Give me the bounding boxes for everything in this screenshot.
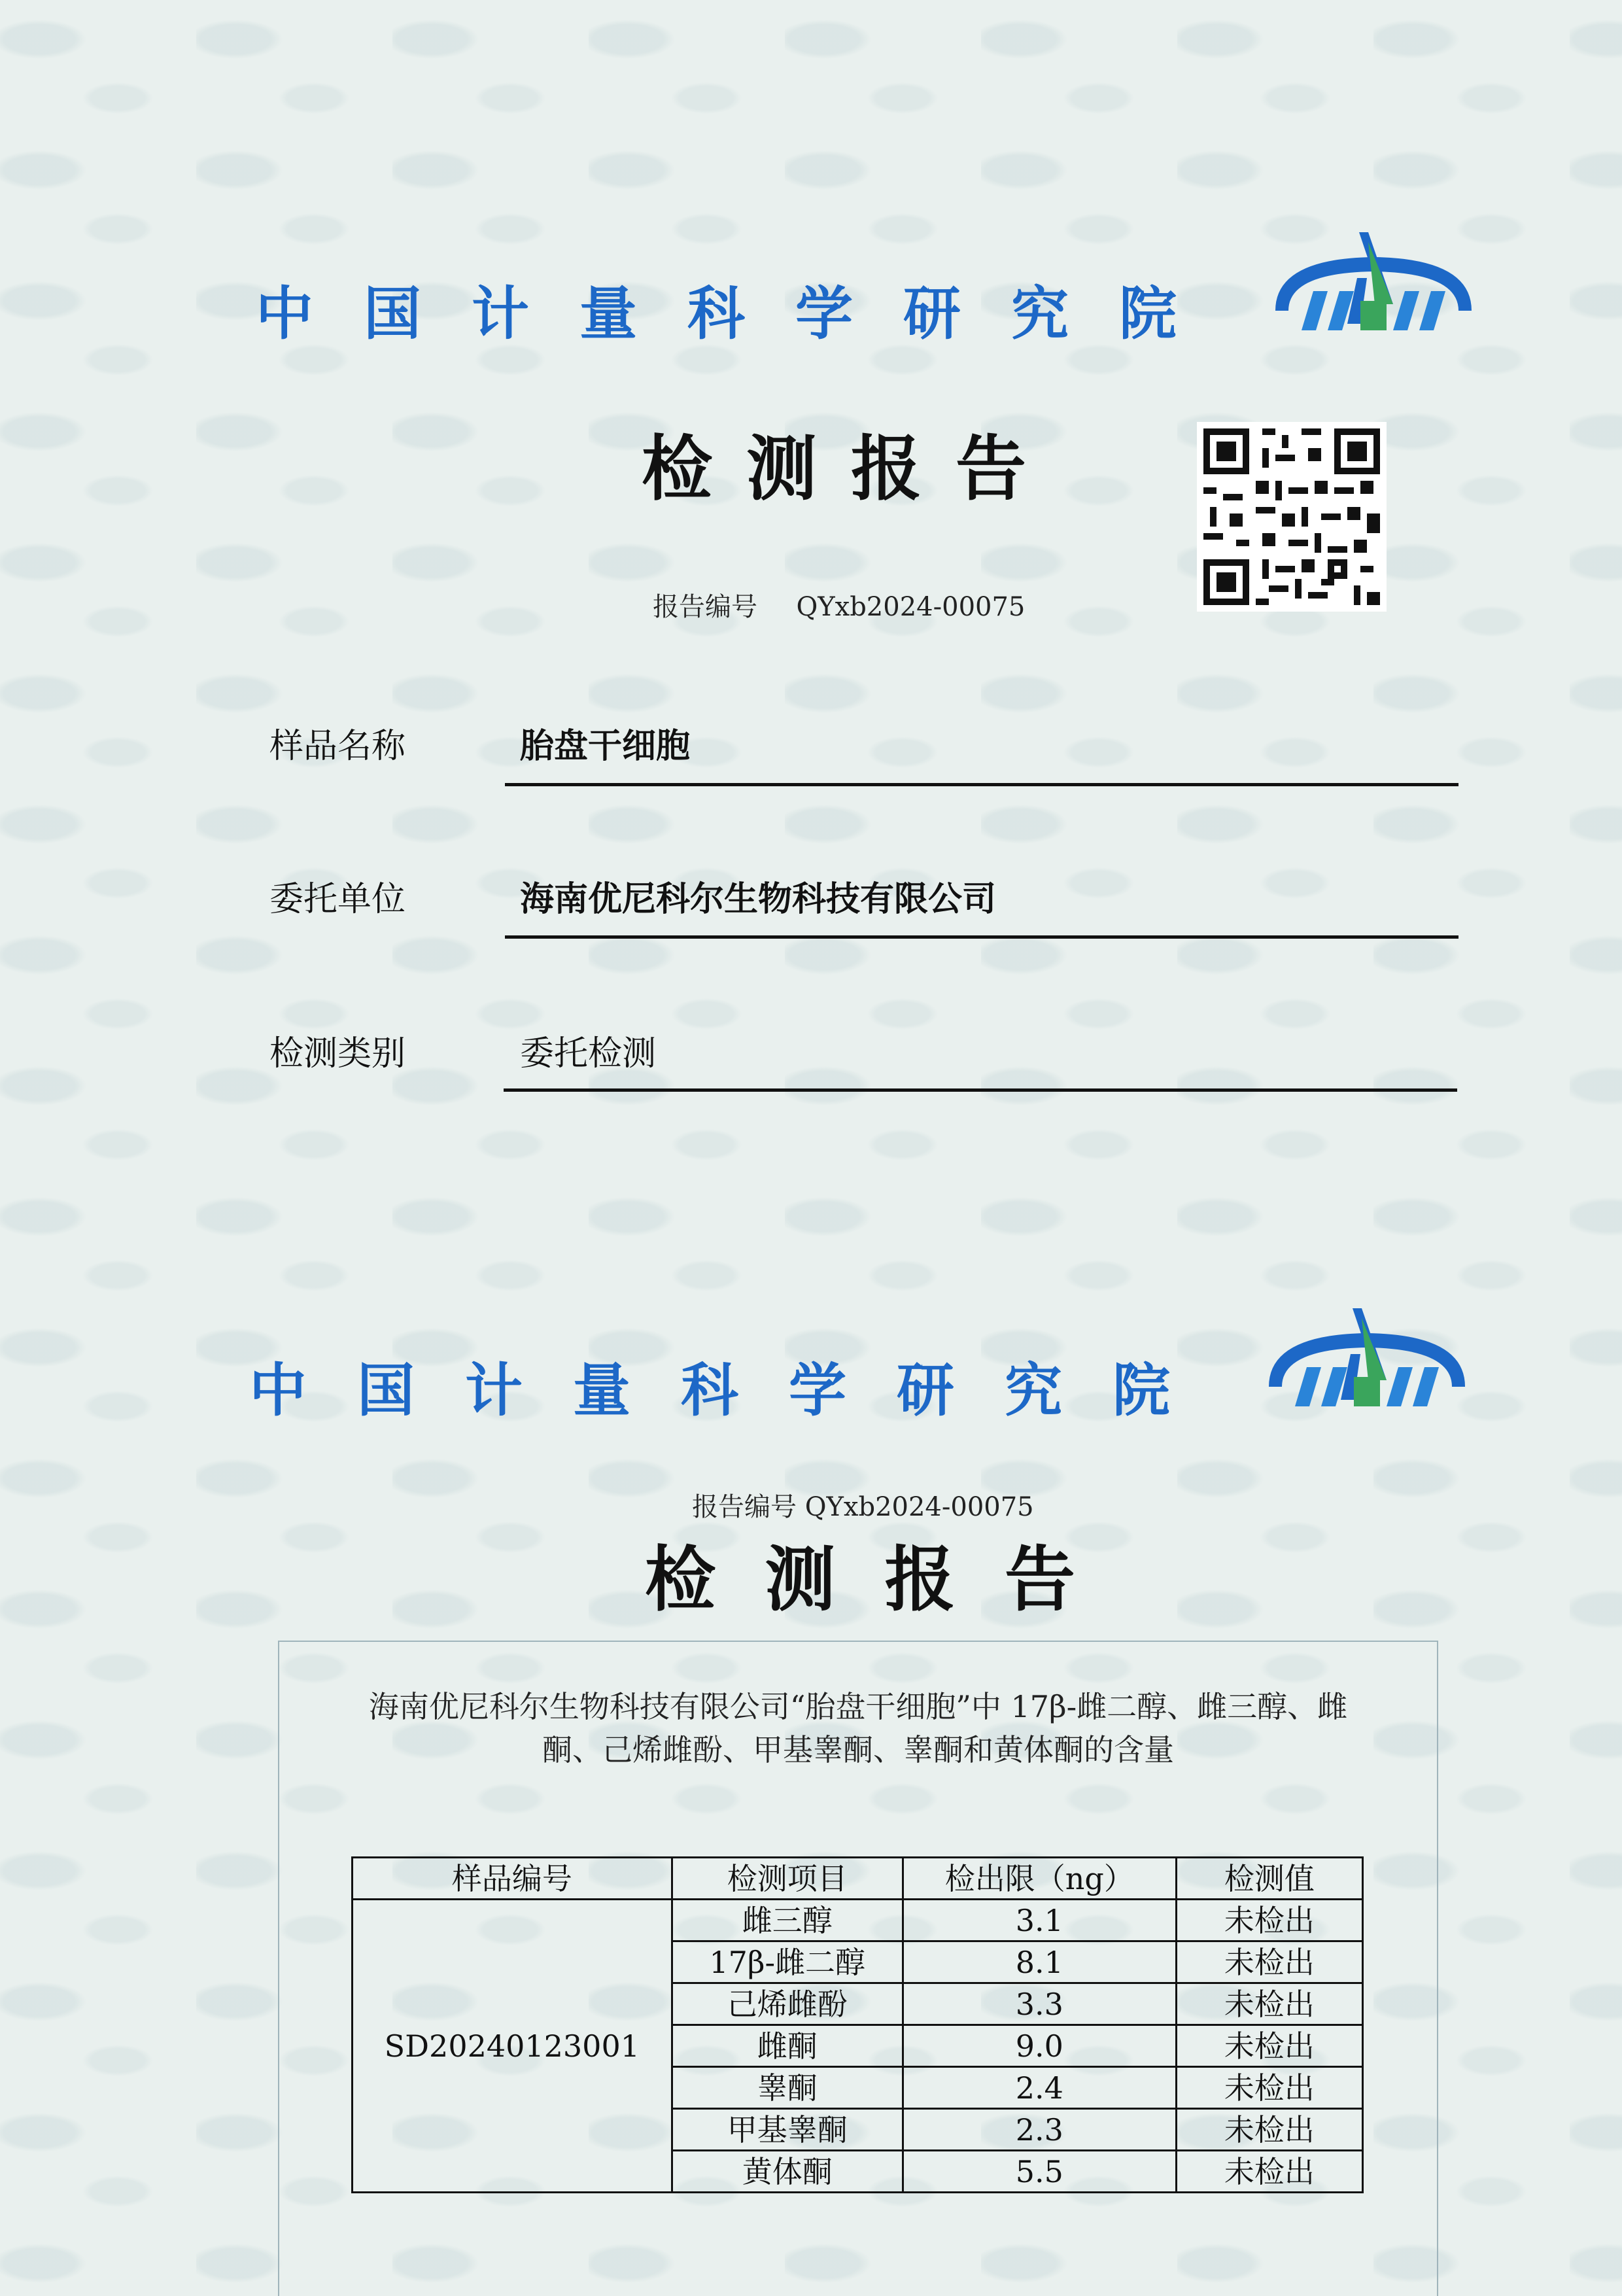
report-number-label: 报告编号 <box>653 592 757 622</box>
detection-limit-cell: 3.3 <box>903 1983 1176 2025</box>
test-item-cell: 己烯雌酚 <box>672 1983 903 2025</box>
detection-limit-cell: 2.3 <box>903 2109 1176 2151</box>
institute-name-char: 研 <box>896 1356 954 1424</box>
detection-limit-cell: 9.0 <box>903 2025 1176 2067</box>
institute-name-char: 究 <box>1004 1356 1062 1424</box>
institute-name-char: 研 <box>903 279 961 347</box>
test-item-cell: 睾酮 <box>672 2067 903 2109</box>
institute-name-char: 学 <box>795 279 853 347</box>
result-cell: 未检出 <box>1176 1900 1362 1941</box>
test-item-cell: 雌三醇 <box>672 1900 903 1941</box>
result-cell: 未检出 <box>1176 2067 1362 2109</box>
field-underline <box>504 1088 1457 1092</box>
report-title-char: 检 <box>641 428 712 510</box>
test-description <box>279 1685 1437 1771</box>
report-number-value: QYxb2024-00075 <box>796 592 1026 622</box>
sample-id-cell: SD20240123001 <box>353 1900 672 2193</box>
table-header: 检测项目 <box>672 1858 903 1900</box>
institute-name-char: 科 <box>680 1356 738 1424</box>
table-header-row <box>353 1858 1363 1900</box>
results-frame <box>278 1641 1438 2296</box>
qr-code <box>1197 422 1387 612</box>
institute-name-char: 究 <box>1010 279 1069 347</box>
institute-name-char: 计 <box>464 1356 523 1424</box>
nim-logo <box>1262 232 1485 343</box>
result-cell: 未检出 <box>1176 2025 1362 2067</box>
results-table <box>351 1856 1364 2193</box>
institute-name-char: 量 <box>572 1356 630 1424</box>
test-item-cell: 雌酮 <box>672 2025 903 2067</box>
field-label-client: 委托单位 <box>269 880 406 919</box>
result-cell: 未检出 <box>1176 1983 1362 2025</box>
institute-name-char: 国 <box>363 279 421 347</box>
institute-name-char: 院 <box>1112 1356 1170 1424</box>
test-item-cell: 甲基睾酮 <box>672 2109 903 2151</box>
report-title-char: 报 <box>850 428 922 510</box>
table-row <box>353 1900 1363 1941</box>
institute-name-char: 院 <box>1118 279 1177 347</box>
institute-name-char: 计 <box>471 279 529 347</box>
result-cell: 未检出 <box>1176 2151 1362 2193</box>
detection-limit-cell: 2.4 <box>903 2067 1176 2109</box>
report-title-char: 告 <box>955 428 1026 510</box>
result-cell: 未检出 <box>1176 2109 1362 2151</box>
field-label-sample-name: 样品名称 <box>269 727 406 766</box>
institute-name <box>252 268 1181 351</box>
report-title-char: 测 <box>765 1539 836 1621</box>
report-title <box>638 412 1030 513</box>
institute-name-char: 中 <box>255 279 313 347</box>
report-number <box>653 586 1025 623</box>
institute-name-char: 量 <box>579 279 637 347</box>
field-underline <box>505 783 1458 786</box>
field-value-client: 海南优尼科尔生物科技有限公司 <box>520 880 997 919</box>
detection-limit-cell: 8.1 <box>903 1941 1176 1983</box>
table-header: 检测值 <box>1176 1858 1362 1900</box>
report-title-char: 报 <box>884 1539 956 1621</box>
report-title-2 <box>641 1523 1079 1624</box>
institute-name-char: 科 <box>687 279 745 347</box>
table-header: 检出限（ng） <box>903 1858 1176 1900</box>
report-title-char: 测 <box>746 428 817 510</box>
institute-name-2 <box>245 1345 1174 1427</box>
report-title-char: 告 <box>1004 1539 1075 1621</box>
test-description-line: 海南优尼科尔生物科技有限公司“胎盘干细胞”中 17β-雌二醇、雌三醇、雌 <box>368 1689 1348 1724</box>
field-value-test-type: 委托检测 <box>520 1034 657 1073</box>
test-item-cell: 黄体酮 <box>672 2151 903 2193</box>
table-header: 样品编号 <box>353 1858 672 1900</box>
institute-name-char: 国 <box>356 1356 415 1424</box>
test-description-line: 酮、己烯雌酚、甲基睾酮、睾酮和黄体酮的含量 <box>542 1732 1174 1767</box>
institute-name-char: 学 <box>788 1356 846 1424</box>
institute-name-char: 中 <box>249 1356 307 1424</box>
test-item-cell: 17β-雌二醇 <box>672 1941 903 1983</box>
field-label-test-type: 检测类别 <box>269 1034 406 1073</box>
report-title-char: 检 <box>644 1539 716 1621</box>
field-underline <box>505 935 1458 939</box>
report-number-2: 报告编号 QYxb2024-00075 <box>692 1492 1034 1522</box>
field-value-sample-name: 胎盘干细胞 <box>520 727 691 766</box>
detection-limit-cell: 5.5 <box>903 2151 1176 2193</box>
nim-logo-2 <box>1256 1308 1478 1419</box>
detection-limit-cell: 3.1 <box>903 1900 1176 1941</box>
result-cell: 未检出 <box>1176 1941 1362 1983</box>
